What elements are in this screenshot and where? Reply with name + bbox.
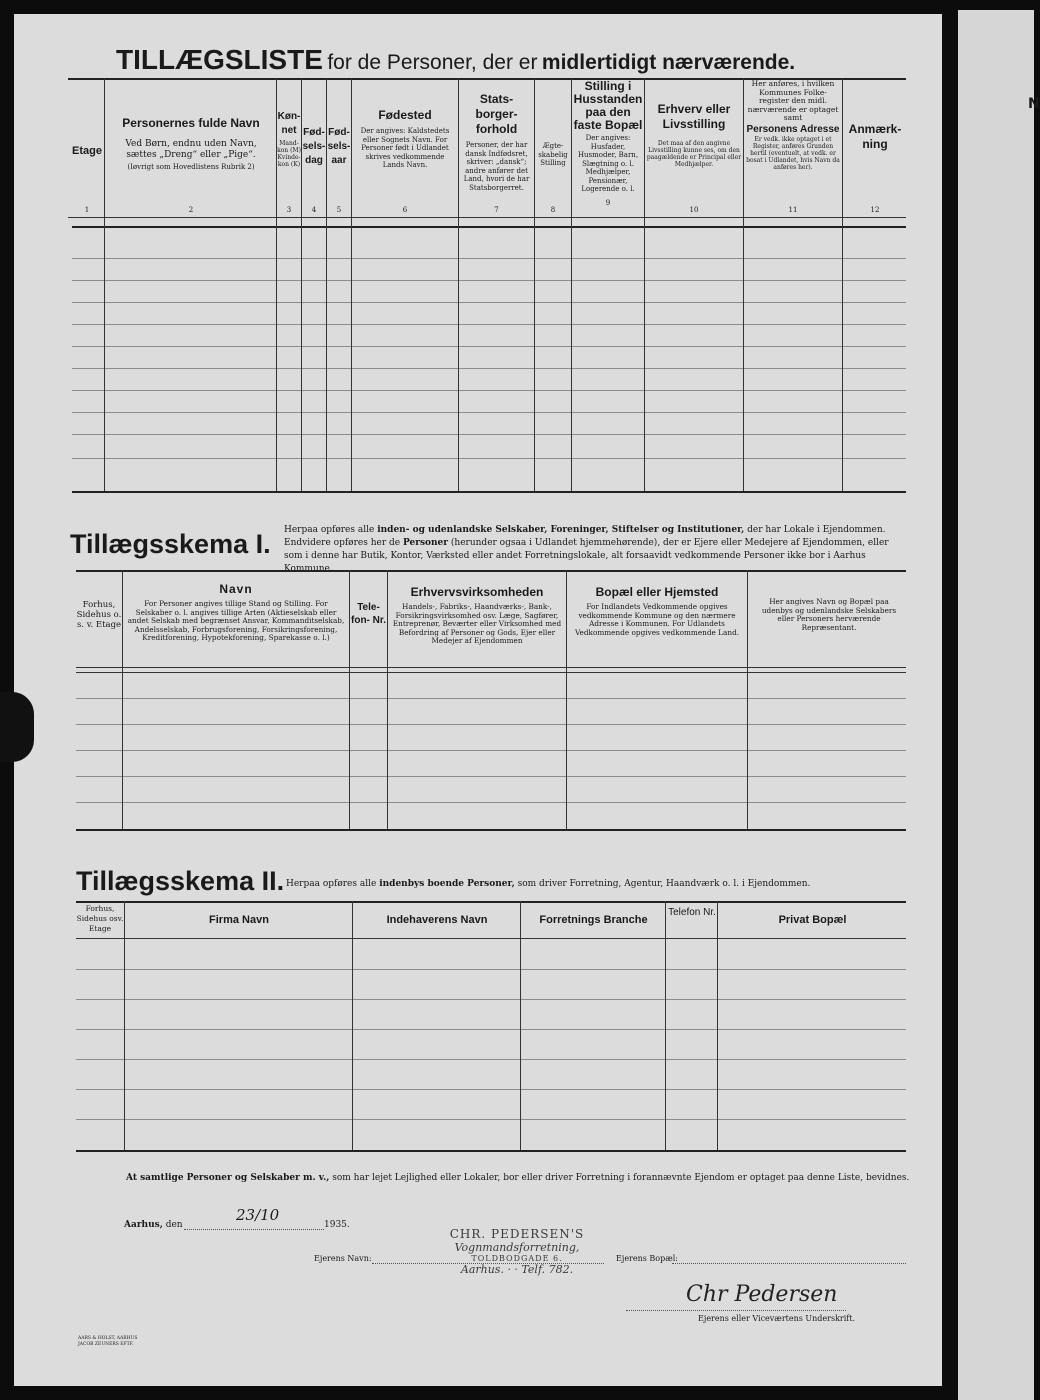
handwritten-date: 23/10	[236, 1206, 280, 1224]
owner-name-label: Ejerens Navn:	[314, 1254, 372, 1263]
col-num: 5	[336, 206, 342, 214]
s1-header-representative: Her angives Navn og Bopæl paa udenbys og udenlandske Selskabers eller Personers herværende Repræsentant.	[761, 597, 897, 632]
page-title	[116, 44, 795, 76]
header-birthday: Fød- sels- dag	[302, 127, 326, 166]
s2-header-etage: Forhus, Sidehus osv. Etage	[76, 904, 124, 933]
header-citizenship: Stats- borger- forhold Personer, der har dansk Indfødsret, skriver: „dansk“; andre anfører det Land, hvori de har Statsborgerret.	[463, 92, 530, 192]
binder-clip	[0, 692, 34, 762]
page-title-rest: for de Personer, der er	[327, 51, 538, 74]
col-num: 1	[84, 206, 90, 214]
header-occupation: Erhverv eller Livsstilling Det maa af den angivne Livsstilling kunne ses, om den paagældende er Principal eller Medhjælper.	[646, 102, 742, 168]
header-etage: Etage	[72, 145, 102, 157]
s1-header-phone: Tele- fon- Nr.	[351, 602, 386, 626]
header-address: Her anføres, i hvilken Kommunes Folke- register den midl. nærværende er optaget samt Personens Adresse Er vedk. ikke optaget i et Register, anføres Grunden hertil (eventuelt, at vedk. er bosat i Udlandet, hvis Navn da anføres her).	[746, 79, 840, 171]
skema2-description: Herpaa opføres alle indenbys boende Personer, som driver Forretning, Agentur, Haandværk o. l. i Ejendommen.	[286, 879, 811, 889]
col-num: 12	[870, 206, 880, 214]
col-num: 2	[188, 206, 194, 214]
header-gender: Køn- net Mand- kon (M) Kvinde- kon (K)	[277, 111, 301, 168]
col-num: 6	[402, 206, 408, 214]
header-household: Stilling i Husstanden paa den faste Bopæl Der angives: Husfader, Husmoder, Barn, Slægtning o. l. Medhjælper, Pensionær, Logerende o. l.	[573, 79, 643, 193]
skema2-title: Tillægsskema II.	[76, 866, 285, 896]
owner-signature: Chr Pedersen	[686, 1282, 838, 1307]
owner-address-label: Ejerens Bopæl:	[616, 1254, 679, 1263]
header-name: Personernes fulde Navn Ved Børn, endnu uden Navn, sættes „Dreng“ eller „Pige“. (Iøvrigt som Hovedlistens Rubrik 2)	[122, 116, 260, 171]
s2-header-owner: Indehaverens Navn	[386, 914, 488, 926]
adjacent-page	[958, 10, 1040, 1400]
page-title-bold: midlertidigt nærværende.	[541, 51, 796, 74]
s2-header-private: Privat Bopæl	[778, 914, 847, 926]
footer-statement: At samtlige Personer og Selskaber m. v., som har lejet Lejlighed eller Lokaler, bor eller driver Forretning i forannævnte Ejendom er optaget paa denne Liste, bevidnes.	[126, 1173, 910, 1183]
signature-label: Ejerens eller Viceværtens Underskrift.	[698, 1314, 856, 1323]
year: 1935.	[324, 1220, 350, 1230]
company-stamp: CHR. PEDERSEN'S Vognmandsforretning, TOLDBODGADE 6. Aarhus. · · Telf. 782.	[449, 1227, 585, 1276]
date-line: Aarhus, den	[124, 1220, 183, 1230]
printer-mark: AARS & HOLST, AARHUS JACOB ZEUNERS EFTF.	[78, 1336, 138, 1347]
col-num: 9	[605, 199, 611, 207]
header-marital: Ægte- skabelig Stilling	[538, 142, 568, 167]
col-num: 10	[689, 206, 699, 214]
adjacent-page-letter: N	[1028, 96, 1040, 112]
page-title-big: TILLÆGSLISTE	[116, 44, 323, 75]
col-num: 11	[788, 206, 798, 214]
form-page	[14, 14, 942, 1386]
s2-header-phone: Telefon Nr.	[668, 907, 716, 918]
col-num: 3	[286, 206, 292, 214]
skema1-title: Tillægsskema I.	[70, 529, 271, 559]
header-birthyear: Fød- sels- aar	[327, 127, 351, 166]
col-num: 8	[550, 206, 556, 214]
s1-header-residence: Bopæl eller Hjemsted For Indlandets Vedkommende opgives vedkommende Kommune og den nærmere Adresse i Kommunen. For Udlandets Vedkommende opgives vedkommende Land.	[574, 585, 740, 637]
col-num: 4	[311, 206, 317, 214]
s1-header-name: Navn For Personer angives tillige Stand og Stilling. For Selskaber o. l. angives tillige Arten (Aktieselskab eller andet Selskab med begrænset Ansvar, Kommanditselskab, Andelsselskab, Forbrugsforening, Forsikringsforening, Kreditforening, Hypotekforening, Sparekasse o. l.)	[127, 582, 345, 642]
s2-header-firm: Firma Navn	[209, 914, 269, 926]
s2-header-branch: Forretnings Branche	[539, 914, 648, 926]
header-birthplace: Fødested Der angives: Kaldstedets eller Sognets Navn. For Personer født i Udlandet skrives vedkommende Lands Navn.	[360, 108, 450, 169]
s1-header-business: Erhvervsvirksomheden Handels-, Fabriks-, Haandværks-, Bank-, Forsikringsvirksomhed osv. Læge, Sagfører, Entreprenør, Beværter eller Virksomhed med Befordring af Personer og Gods, Ejer eller Medejer af Ejendommen	[392, 585, 562, 645]
header-remark: Anmærk- ning	[848, 122, 902, 151]
skema1-description: Herpaa opføres alle inden- og udenlandske Selskaber, Foreninger, Stiftelser og Institutioner, der har Lokale i Ejendommen. Endvidere opføres her de Personer (herunder ogsaa i Udlandet hjemmehørende), der er Ejere eller Medejere af Ejendommen, eller som i denne har Butik, Kontor, Værksted eller andet Forretningslokale, alt forsaavidt vedkommende Personer ikke bor i Aarhus Kommune.	[284, 525, 889, 574]
s1-header-etage: Forhus, Sidehus o. s. v. Etage	[76, 600, 122, 630]
col-num: 7	[494, 206, 499, 214]
